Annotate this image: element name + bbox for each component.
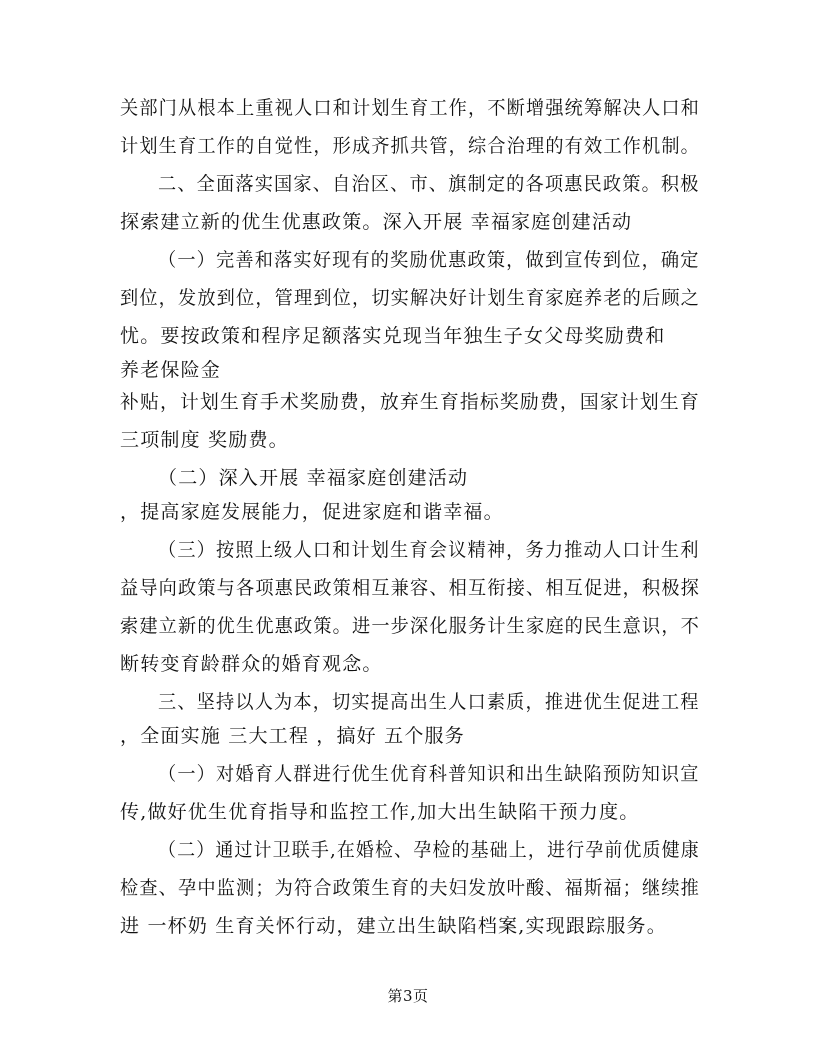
subsection-3-2-line: （二）通过计卫联手,在婚检、孕检的基础上，进行孕前优质健康 — [158, 839, 700, 861]
text-line-1: 关部门从根本上重视人口和计划生育工作，不断增强统筹解决人口和 — [120, 97, 701, 119]
text-line-6: 到位，发放到位，管理到位，切实解决好计划生育家庭养老的后顾之 — [120, 287, 701, 309]
text-line-14: 益导向政策与各项惠民政策相互兼容、相互衔接、相互促进，积极探 — [120, 577, 701, 599]
text-line-18: ，全面实施 三大工程 ，搞好 五个服务 — [120, 725, 465, 747]
subsection-3-line: （三）按照上级人口和计划生育会议精神，务力推动人口计生利 — [158, 539, 700, 561]
text-line-12: ，提高家庭发展能力，促进家庭和谐幸福。 — [120, 501, 504, 523]
text-line-4: 探索建立新的优生优惠政策。深入开展 幸福家庭创建活动 — [120, 211, 633, 233]
text-line-20: 传,做好优生优育指导和监控工作,加大出生缺陷干预力度。 — [120, 801, 640, 823]
subsection-1-line: （一）完善和落实好现有的奖励优惠政策，做到宣传到位，确定 — [158, 249, 700, 271]
subsection-3-1-line: （一）对婚育人群进行优生优育科普知识和出生缺陷预防知识宣 — [158, 763, 700, 785]
text-line-16: 断转变育龄群众的婚育观念。 — [120, 653, 383, 675]
text-line-9: 补贴，计划生育手术奖励费，放弃生育指标奖励费，国家计划生育 — [120, 391, 700, 413]
section-heading-3: 三、坚持以人为本，切实提高出生人口素质，推进优生促进工程 — [158, 691, 700, 713]
text-line-15: 索建立新的优生优惠政策。进一步深化服务计生家庭的民生意识，不 — [120, 615, 701, 637]
text-line-23: 进 一杯奶 生育关怀行动，建立出生缺陷档案,实现跟踪服务。 — [120, 915, 667, 937]
text-line-7: 忧。要按政策和程序足额落实兑现当年独生子女父母奖励费和 — [120, 325, 666, 347]
text-line-2: 计划生育工作的自觉性，形成齐抓共管，综合治理的有效工作机制。 — [120, 135, 701, 157]
text-line-22: 检查、孕中监测；为符合政策生育的夫妇发放叶酸、福斯福；继续推 — [120, 877, 701, 899]
page-number: 第3页 — [387, 987, 429, 1005]
subsection-2-line: （二）深入开展 幸福家庭创建活动 — [158, 467, 469, 489]
text-line-10: 三项制度 奖励费。 — [120, 429, 289, 451]
text-line-8: 养老保险金 — [120, 359, 222, 381]
section-heading-2: 二、全面落实国家、自治区、市、旗制定的各项惠民政策。积极 — [158, 173, 700, 195]
